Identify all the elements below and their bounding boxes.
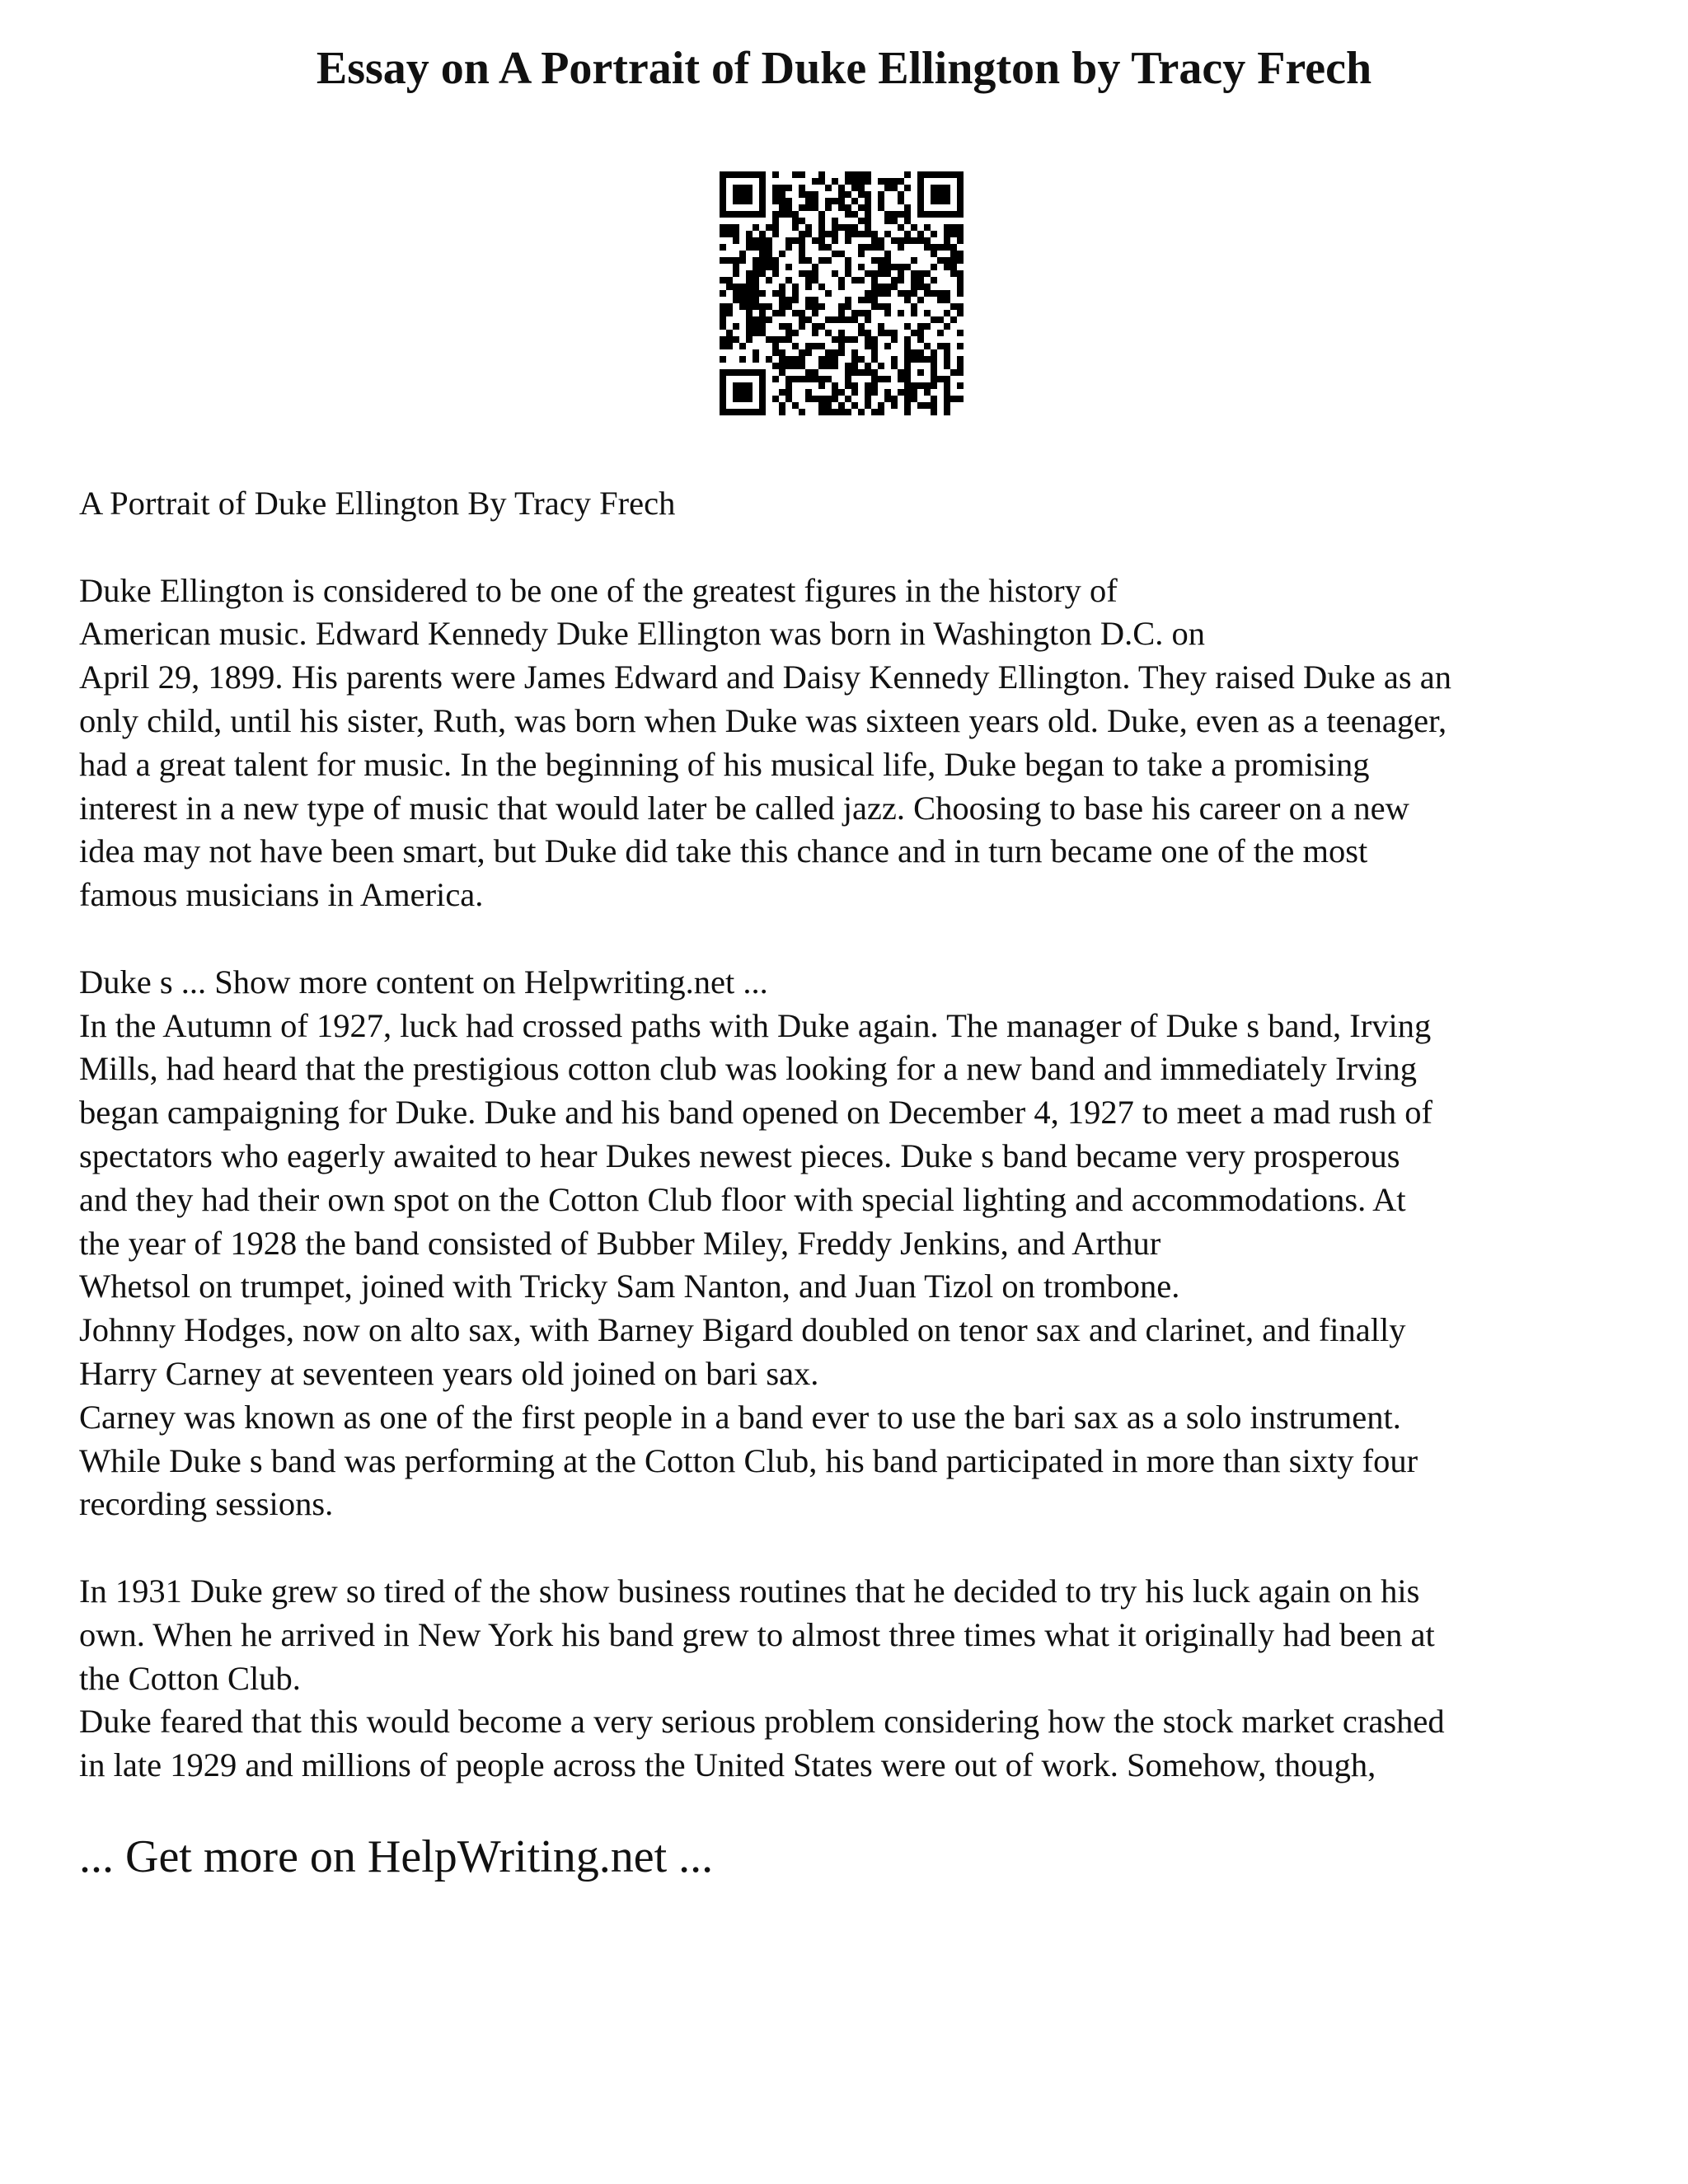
text-line: Carney was known as one of the first people in a band ever to use the bari sax as a solo instrument. (79, 1398, 1401, 1436)
text-line: Duke feared that this would become a very serious problem considering how the stock market crashed (79, 1703, 1445, 1741)
text-line: began campaigning for Duke. Duke and his band opened on December 4, 1927 to meet a mad rush of (79, 1094, 1433, 1132)
document-title: Essay on A Portrait of Duke Ellington by Tracy Frech (316, 43, 1372, 94)
text-line: Mills, had heard that the prestigious cotton club was looking for a new band and immediately Irving (79, 1050, 1418, 1088)
text-line: the Cotton Club. (79, 1659, 301, 1697)
text-line: interest in a new type of music that would later be called jazz. Choosing to base his career on a new (79, 789, 1409, 827)
text-line: Whetsol on trumpet, joined with Tricky Sam Nanton, and Juan Tizol on trombone. (79, 1268, 1180, 1305)
paragraph-gap (79, 1526, 1629, 1570)
paragraph-gap (79, 917, 1629, 961)
text-line: famous musicians in America. (79, 876, 484, 914)
text-line: In the Autumn of 1927, luck had crossed paths with Duke again. The manager of Duke s band, Irving (79, 1006, 1432, 1044)
qr-code-icon (720, 171, 964, 415)
text-line: the year of 1928 the band consisted of Bubber Miley, Freddy Jenkins, and Arthur (79, 1224, 1161, 1262)
text-line: in late 1929 and millions of people across the United States were out of work. Somehow, though, (79, 1746, 1376, 1784)
text-line: April 29, 1899. His parents were James Edward and Daisy Kennedy Ellington. They raised Duke as an (79, 658, 1451, 696)
essay-body (79, 482, 1629, 1788)
text-line: A Portrait of Duke Ellington By Tracy Frech (79, 485, 676, 522)
text-line: Duke Ellington is considered to be one of the greatest figures in the history of (79, 571, 1118, 609)
text-line: In 1931 Duke grew so tired of the show business routines that he decided to try his luck again on his (79, 1572, 1420, 1610)
text-line: recording sessions. (79, 1485, 334, 1523)
text-line: American music. Edward Kennedy Duke Ellington was born in Washington D.C. on (79, 615, 1206, 653)
text-line: only child, until his sister, Ruth, was born when Duke was sixteen years old. Duke, even as a teenager, (79, 701, 1447, 739)
text-line: own. When he arrived in New York his band grew to almost three times what it originally had been at (79, 1615, 1435, 1653)
text-line: idea may not have been smart, but Duke did take this chance and in turn became one of the most (79, 832, 1368, 870)
text-line: Johnny Hodges, now on alto sax, with Barney Bigard doubled on tenor sax and clarinet, and finally (79, 1311, 1406, 1349)
get-more-link[interactable]: ... Get more on HelpWriting.net ... (79, 1831, 714, 1882)
text-line: While Duke s band was performing at the Cotton Club, his band participated in more than sixty four (79, 1441, 1418, 1479)
text-line: had a great talent for music. In the beginning of his musical life, Duke began to take a promising (79, 745, 1370, 783)
text-line: Harry Carney at seventeen years old joined on bari sax. (79, 1354, 819, 1392)
paragraph-gap (79, 526, 1629, 569)
text-line: and they had their own spot on the Cotton Club floor with special lighting and accommodations. At (79, 1180, 1406, 1218)
text-line: Duke s ... Show more content on Helpwriting.net ... (79, 963, 768, 1001)
text-line: spectators who eagerly awaited to hear Dukes newest pieces. Duke s band became very prosperous (79, 1137, 1400, 1174)
qr-code-graphic (720, 171, 964, 415)
